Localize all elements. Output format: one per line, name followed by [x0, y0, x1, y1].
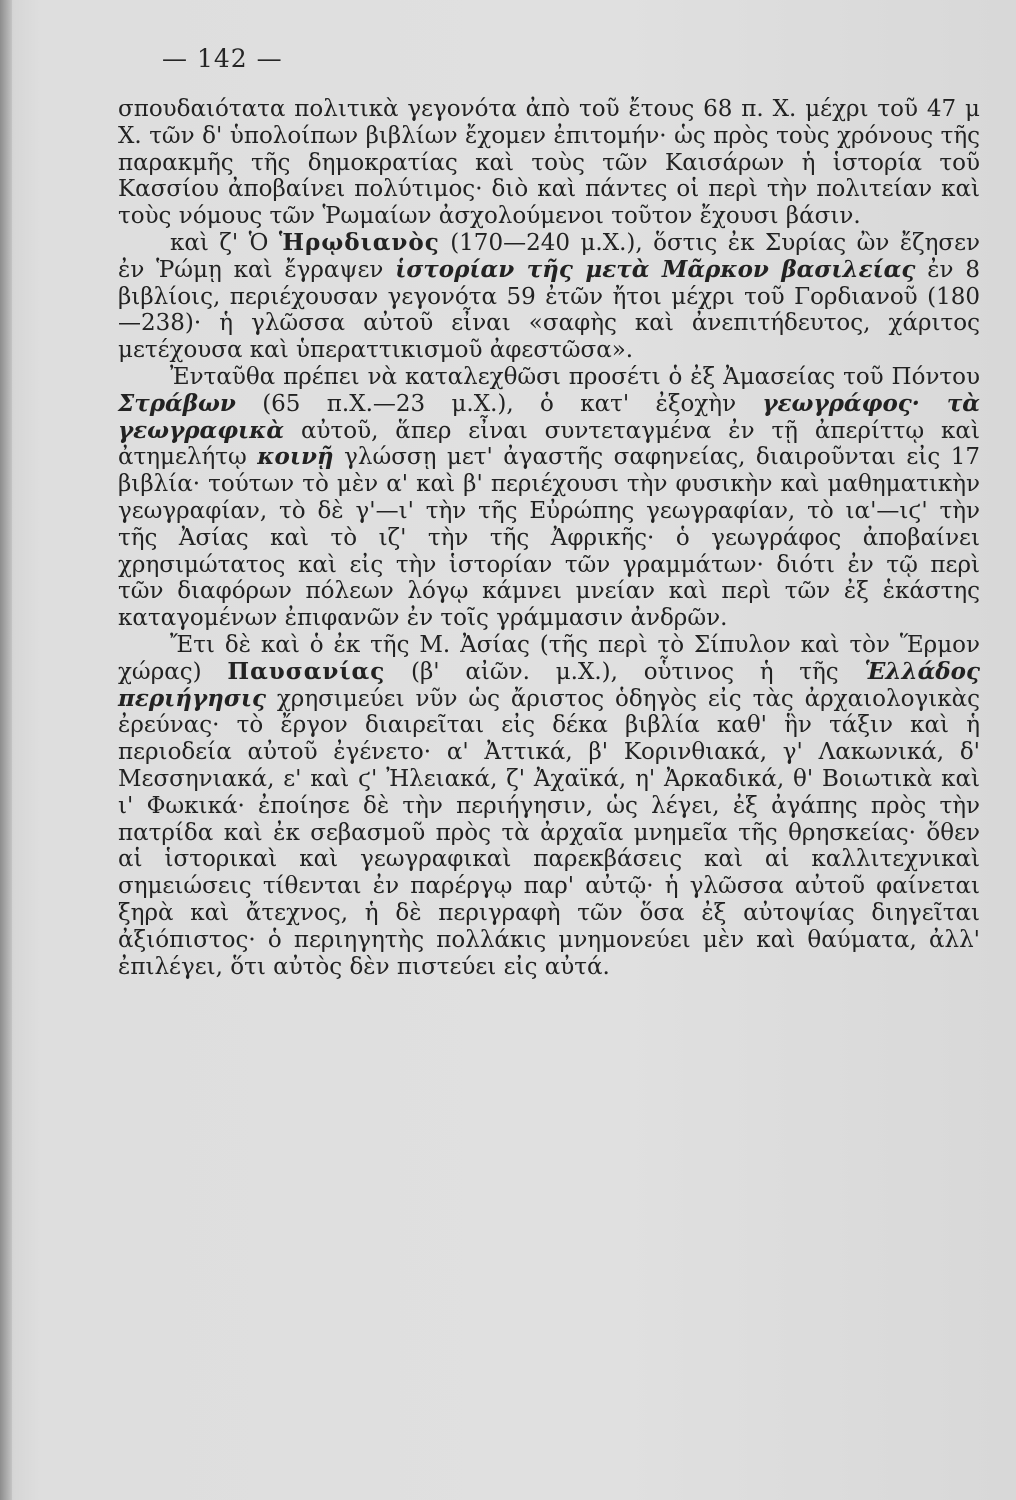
text-run: καὶ ζ' Ὁ — [170, 229, 279, 256]
emphasis-text: κοινῇ — [257, 443, 334, 471]
author-name: Παυσανίας — [227, 657, 386, 685]
text-run: σπουδαιότατα πολιτικὰ γεγονότα ἀπὸ τοῦ ἔτους 68 π. Χ. μέχρι τοῦ 47 μ Χ. τῶν δ' ὑπολοίπων βιβλίων ἔχομεν ἐπιτομήν· ὡς πρὸς τοὺς χρόνους τῆς παρακμῆς τῆς δημοκρατίας καὶ τοὺς τῶν Καισάρων ἡ ἱστορία τοῦ Κασσίου ἀποβαίνει πολύτιμος· διὸ καὶ πάντες οἱ περὶ τὴν πολιτείαν καὶ τοὺς νόμους τῶν Ῥωμαίων ἀσχολούμενοι τοῦτον ἔχουσι βάσιν. — [118, 96, 980, 230]
text-run: γλώσσῃ μετ' ἀγαστῆς σαφηνείας, διαιροῦνται εἰς 17 βιβλία· τούτων τὸ μὲν α' καὶ β' περιέχουσι τὴν φυσικὴν καὶ μαθηματικὴν γεωγραφίαν, τὸ δὲ γ'—ι' τὴν τῆς Εὐρώπης γεωγραφίαν, τὸ ια'—ιϛ' τὴν τῆς Ἀσίας καὶ τὸ ιζ' τὴν τῆς Ἀφρικῆς· ὁ γεωγράφος ἀποβαίνει χρησιμώτατος καὶ εἰς τὴν ἱστορίαν τῶν γραμμάτων· διότι ἐν τῷ περὶ τῶν διαφόρων πόλεων λόγῳ κάμνει μνείαν καὶ περὶ τῶν ἐξ ἑκάστης καταγομένων ἐπιφανῶν ἐν τοῖς γράμμασιν ἀνδρῶν. — [118, 444, 980, 632]
text-run: ἐν 8 βιβλίοις, περιέχουσαν γεγονότα 59 ἐτῶν ἤτοι μέχρι τοῦ Γορδιανοῦ (180—238)· ἡ γλῶσσα αὐτοῦ εἶναι «σαφὴς καὶ ἀνεπιτήδευτος, χάριτος μετέχουσα καὶ ὑπεραττικισμοῦ ἀφεστῶσα». — [118, 256, 980, 364]
text-run: αὐτοῦ, ἅπερ εἶναι συντεταγμένα ἐν τῇ ἀπερίττῳ καὶ ἀτημελήτῳ — [118, 417, 980, 471]
body-text — [118, 96, 980, 980]
emphasis-text: Στράβων — [118, 389, 236, 417]
text-run: (170—240 μ.Χ.), ὅστις ἐκ Συρίας ὢν ἔζησεν ἐν Ῥώμῃ καὶ ἔγραψεν — [118, 229, 981, 283]
text-run: (β' αἰῶν. μ.Χ.), οὗτινος ἡ τῆς — [385, 658, 865, 685]
author-name: Ἡρῳδιανὸς — [278, 228, 440, 256]
paragraph-4 — [118, 632, 980, 980]
paragraph-2 — [118, 230, 980, 364]
emphasis-text: ἱστορίαν τῆς μετὰ Μᾶρκον βασιλείας — [395, 255, 916, 283]
page-edge-shadow — [0, 0, 12, 1500]
page-number: — 142 — — [162, 44, 283, 73]
text-run: χρησιμεύει νῦν ὡς ἄριστος ὁδηγὸς εἰς τὰς ἀρχαιολογικὰς ἐρεύνας· τὸ ἔργον διαιρεῖται εἰς δέκα βιβλία καθ' ἣν τάξιν καὶ ἡ περιοδεία αὐτοῦ ἐγένετο· α' Ἀττικά, β' Κορινθιακά, γ' Λακωνικά, δ' Μεσσηνιακά, ε' καὶ ϛ' Ἠλειακά, ζ' Ἀχαϊκά, η' Ἀρκαδικά, θ' Βοιωτικὰ καὶ ι' Φωκικά· ἐποίησε δὲ τὴν περιήγησιν, ὡς λέγει, ἐξ ἀγάπης πρὸς τὴν πατρίδα καὶ ἐκ σεβασμοῦ πρὸς τὰ ἀρχαῖα μνημεῖα τῆς θρησκείας· ὅθεν αἱ ἱστορικαὶ καὶ γεωγραφικαὶ παρεκβάσεις καὶ αἱ καλλιτεχνικαὶ σημειώσεις τίθενται ἐν παρέργῳ παρ' αὐτῷ· ἡ γλῶσσα αὐτοῦ φαίνεται ξηρὰ καὶ ἄτεχνος, ἡ δὲ περιγραφὴ τῶν ὅσα ἐξ αὐτοψίας διηγεῖται ἀξιόπιστος· ὁ περιηγητὴς πολλάκις μνημονεύει μὲν καὶ θαύματα, ἀλλ' ἐπιλέγει, ὅτι αὐτὸς δὲν πιστεύει εἰς αὐτά. — [118, 685, 980, 980]
paragraph-1 — [118, 96, 980, 230]
emphasis-text: γεωγράφος· τὰ γεωγραφικὰ — [118, 389, 980, 444]
text-run: Ἐνταῦθα πρέπει νὰ καταλεχθῶσι προσέτι ὁ ἐξ Ἀμασείας τοῦ Πόντου — [170, 363, 980, 390]
paragraph-3 — [118, 364, 980, 632]
text-run: Ἔτι δὲ καὶ ὁ ἐκ τῆς Μ. Ἀσίας (τῆς περὶ τὸ Σίπυλον καὶ τὸν Ἕρμον χώρας) — [118, 631, 980, 685]
emphasis-text: Ἑλλάδος περιήγησις — [118, 657, 980, 712]
text-run: (65 π.Χ.—23 μ.Χ.), ὁ κατ' ἐξοχὴν — [235, 390, 763, 417]
